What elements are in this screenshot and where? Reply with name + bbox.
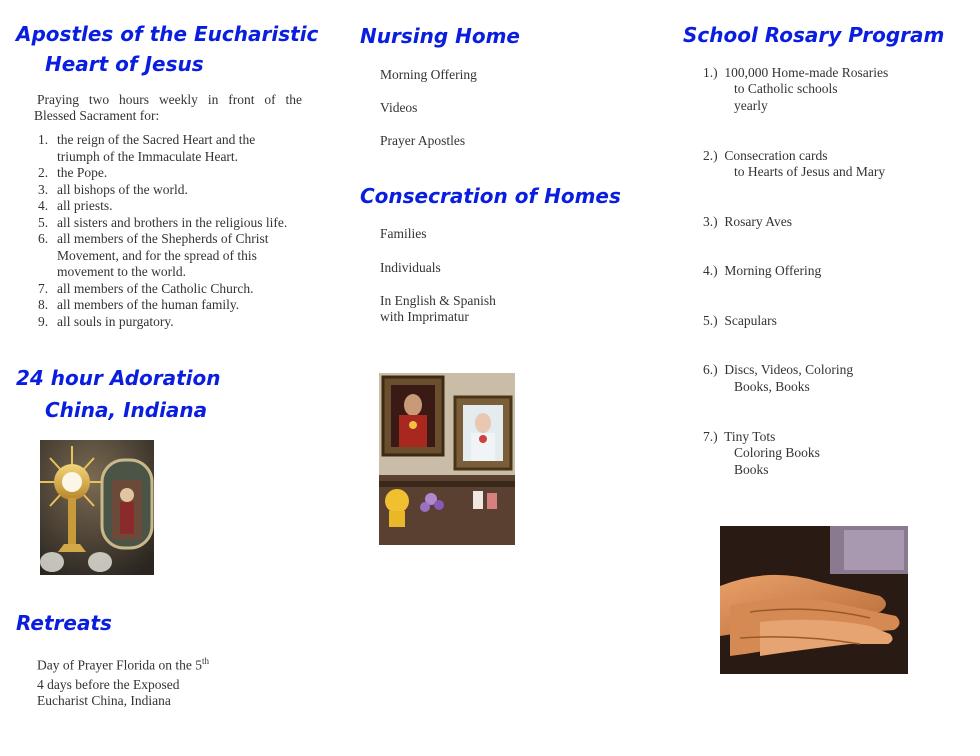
retreats-heading: Retreats (16, 611, 112, 635)
intention-item: 7. all members of the Catholic Church. (38, 280, 254, 296)
apostles-heading-line1: Apostles of the Eucharistic (16, 22, 319, 46)
program-item: 3.) Rosary Aves (703, 214, 792, 229)
program-item: 2.) Consecration cards (703, 148, 828, 163)
language-line2: with Imprimatur (380, 309, 469, 324)
retreat-item-china-line1: 4 days before the Exposed (37, 677, 180, 692)
language-line1: In English & Spanish (380, 293, 496, 308)
intention-list (34, 132, 324, 330)
consecration-item: Families (380, 226, 427, 241)
program-item-detail: Coloring Books (734, 445, 820, 460)
retreat-item-florida: Day of Prayer Florida on the 5th (37, 656, 209, 673)
nursing-item: Videos (380, 100, 418, 115)
program-item: 1.) 100,000 Home-made Rosaries (703, 65, 889, 80)
consecration-item: Individuals (380, 260, 441, 275)
intro-line2: Blessed Sacrament for: (34, 108, 160, 123)
intention-item: 4. all priests. (38, 198, 113, 213)
intro-line1: Praying two hours weekly in front of the (37, 92, 302, 107)
intention-item: 5. all sisters and brothers in the religious life. (38, 214, 288, 230)
retreat-item-china-line2: Eucharist China, Indiana (37, 693, 171, 708)
program-item: 6.) Discs, Videos, Coloring (703, 362, 854, 377)
monstrance-photo (40, 440, 154, 575)
program-item: 7.) Tiny Tots (703, 429, 776, 444)
nursing-item: Morning Offering (380, 67, 477, 82)
intention-item: 8. all members of the human family. (38, 297, 240, 312)
nursing-home-heading: Nursing Home (360, 24, 520, 48)
intention-item: 1. the reign of the Sacred Heart and the triumph of the Immaculate Heart. (38, 132, 256, 164)
program-item-detail: to Catholic schools (734, 81, 838, 96)
nursing-item: Prayer Apostles (380, 133, 466, 148)
adoration-heading-line1: 24 hour Adoration (16, 366, 221, 390)
program-item: 4.) Morning Offering (703, 263, 822, 278)
consecration-heading: Consecration of Homes (360, 184, 621, 208)
program-item-detail: Books (734, 462, 769, 477)
program-item-detail: to Hearts of Jesus and Mary (734, 164, 886, 179)
hands-photo (720, 526, 908, 674)
hands-image (720, 526, 908, 674)
intention-item: 9. all souls in purgatory. (38, 313, 174, 329)
intention-item: 2. the Pope. (38, 165, 108, 180)
program-item: 5.) Scapulars (703, 313, 777, 328)
apostles-heading-line2: Heart of Jesus (45, 52, 204, 76)
intention-item: 6. all members of the Shepherds of Christ Movement, and for the spread of this movement to the world. (38, 231, 269, 279)
sacred-hearts-image (379, 373, 515, 545)
program-item-detail: yearly (734, 98, 768, 113)
program-item-detail: Books, Books (734, 379, 810, 394)
school-rosary-heading: School Rosary Program (683, 23, 945, 47)
sacred-hearts-photo (379, 373, 515, 545)
monstrance-image (40, 440, 154, 575)
intention-item: 3. all bishops of the world. (38, 181, 188, 197)
adoration-heading-line2: China, Indiana (45, 398, 208, 422)
